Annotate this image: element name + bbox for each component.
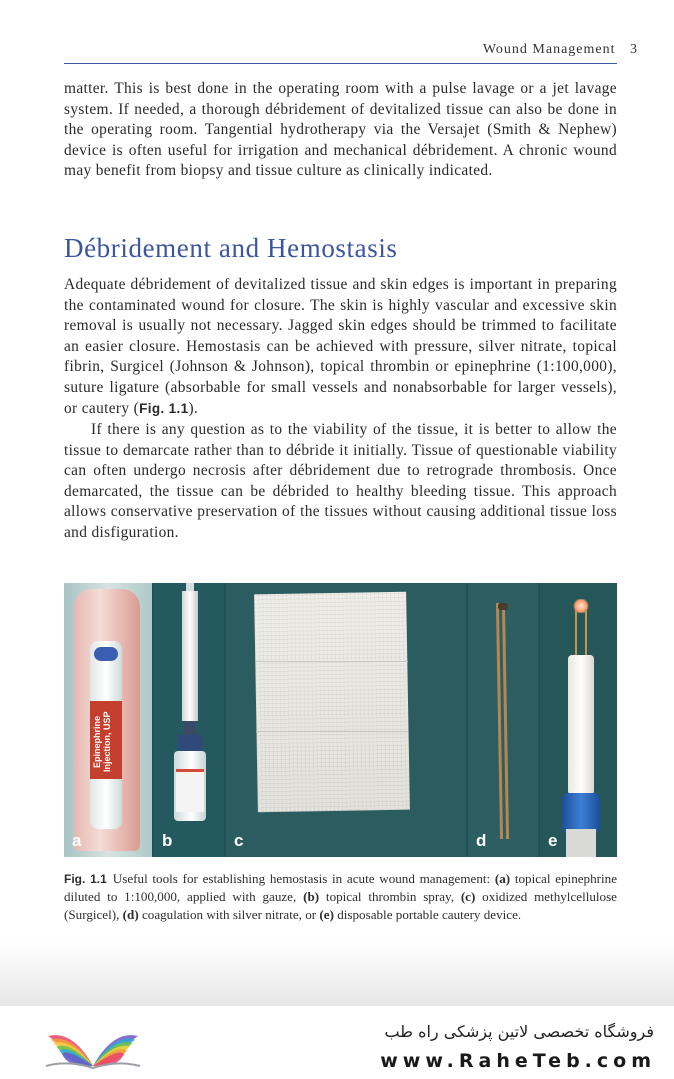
- panel-a-epinephrine: [64, 583, 152, 857]
- panel-label-d: d: [476, 831, 487, 850]
- caption-item: coagulation with silver nitrate, or: [138, 907, 320, 922]
- caption-item: oxidized methylcellulose (Surgicel),: [64, 889, 617, 922]
- store-footer-banner: [0, 1006, 674, 1079]
- caption-letter: (a): [494, 871, 511, 886]
- panel-b-thrombin: [154, 583, 224, 857]
- figure-photo-collage: [64, 583, 617, 857]
- panel-label-e: e: [548, 831, 558, 850]
- caption-intro: Useful tools for establishing hemostasis in acute wound management:: [112, 871, 495, 886]
- caption-item: topical epinephrine diluted to 1:100,000, applied with gauze,: [64, 871, 618, 904]
- caption-label: Fig. 1.1: [64, 872, 107, 886]
- panel-d-silver-nitrate: [468, 583, 538, 857]
- caption-letter: (e): [319, 907, 334, 922]
- page-number: 3: [630, 42, 638, 57]
- cautery-collar: [562, 793, 600, 833]
- panel-label-a: a: [72, 831, 82, 850]
- cautery-body-image: [568, 655, 594, 795]
- running-header: [64, 42, 638, 58]
- paragraph-end: ).: [188, 399, 199, 417]
- paragraph-text: Adequate débridement of devitalized tissue and skin edges is important in preparing the contaminated wound for closure. The skin is highly vascular and excessive skin removal is usually not necessary. Jagged skin edges should be trimmed to facilitate an easier closure. Hemostasis can be achieved with pressure, silver nitrate, topical fibrin, Surgicel (Johnson & Johnson), topical thrombin or epinephrine (1:100,000), suture ligature (absorbable for small vessels and nonabsorbable for larger vessels), or cautery (: [64, 276, 617, 417]
- running-title: Wound Management: [482, 42, 616, 57]
- sheet-fold: [256, 661, 408, 662]
- panel-label-c: c: [234, 831, 244, 850]
- ampoule-label-text: Epinephrine Injection, USP: [92, 711, 112, 773]
- panel-e-cautery: [540, 583, 617, 857]
- applicator-stick: [502, 603, 509, 839]
- sheet-fold: [256, 731, 408, 732]
- paragraph-viability: If there is any question as to the viability of the tissue, it is better to allow the tissue to demarcate rather than to débride it initially. Tissue of questionable viability can often undergo necrosis after débridement due to retrograde thrombosis. Once demarcated, the tissue can be débrided to healthy bleeding tissue. This approach allows conservative preservation of the tissues without causing additional tissue loss and disfiguration.: [64, 421, 617, 541]
- figure-reference-link[interactable]: Fig. 1.1: [139, 400, 189, 416]
- paragraph-debridement: [64, 275, 617, 419]
- panel-c-surgicel: [226, 583, 466, 857]
- page-bottom-shadow: [0, 940, 674, 1006]
- panel-label-b: b: [162, 831, 173, 850]
- header-rule: [64, 63, 617, 64]
- open-book-logo-icon: [38, 1020, 148, 1074]
- vial-label: [176, 769, 204, 812]
- caption-item: topical thrombin spray,: [319, 889, 461, 904]
- figure-caption: [64, 870, 617, 924]
- caption-letter: (b): [303, 889, 320, 904]
- silver-nitrate-tip: [498, 603, 508, 610]
- store-website-link[interactable]: www.RaheTeb.com: [380, 1050, 656, 1072]
- caption-letter: (c): [460, 889, 476, 904]
- cautery-wire: [575, 609, 577, 657]
- surgicel-sheet-image: [254, 592, 410, 813]
- cautery-base: [566, 829, 596, 857]
- section-heading: Débridement and Hemostasis: [64, 233, 398, 263]
- caption-item: disposable portable cautery device.: [333, 907, 522, 922]
- ampoule-cap: [94, 647, 118, 661]
- syringe-tip: [184, 721, 196, 735]
- store-name: فروشگاه تخصصی لاتین پزشکی راه طب: [384, 1022, 654, 1041]
- syringe-image: [182, 591, 198, 721]
- caption-letter: (d): [122, 907, 139, 922]
- cautery-wire: [585, 609, 587, 657]
- paragraph-continued: matter. This is best done in the operating room with a pulse lavage or a jet lavage system. If needed, a thorough débridement of devitalized tissue can also be done in the operating room. Tangential hydrotherapy via the Versajet (Smith & Nephew) device is often useful for irrigation and mechanical débridement. A chronic wound may benefit from biopsy and tissue culture as clinically indicated.: [64, 80, 617, 180]
